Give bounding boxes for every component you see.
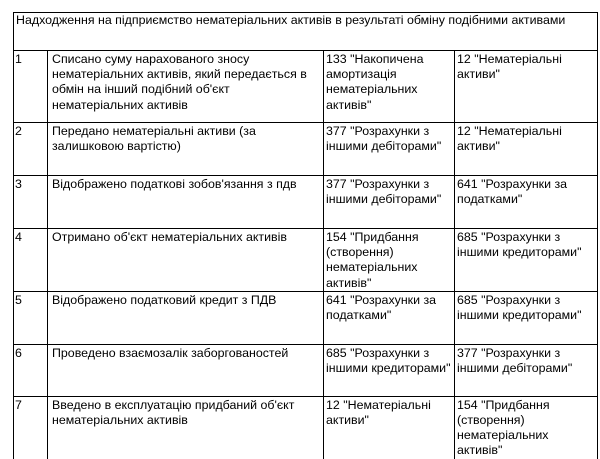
table-row [14, 51, 598, 123]
operation-cell: Проведено взаємозалік заборгованостей [48, 344, 324, 396]
debit-cell: 12 "Нематеріальні активи" [324, 396, 455, 458]
table-row [14, 291, 598, 344]
debit-cell: 154 "Придбання (створення) нематеріальних активів" [324, 229, 455, 292]
debit-cell: 377 "Розрахунки з іншими дебіторами" [324, 123, 455, 176]
operation-cell: Відображено податкові зобов'язання з пдв [48, 176, 324, 229]
row-number: 2 [14, 123, 48, 176]
operation-cell: Відображено податковий кредит з ПДВ [48, 291, 324, 344]
operation-cell: Списано суму нарахованого зносу нематеріальних активів, який передається в обмін на інший подібний об'єкт нематеріальних активів [48, 51, 324, 123]
debit-cell: 685 "Розрахунки з іншими кредиторами" [324, 344, 455, 396]
credit-cell: 154 "Придбання (створення) нематеріальних активів" [455, 396, 598, 458]
row-number: 6 [14, 344, 48, 396]
operation-cell: Введено в експлуатацію придбаний об'єкт нематеріальних активів [48, 396, 324, 458]
credit-cell: 12 "Нематеріальні активи" [455, 123, 598, 176]
debit-cell: 641 "Розрахунки за податками" [324, 291, 455, 344]
row-number: 4 [14, 229, 48, 292]
row-number: 7 [14, 396, 48, 458]
operation-cell: Передано нематеріальні активи (за залишковою вартістю) [48, 123, 324, 176]
credit-cell: 12 "Нематеріальні активи" [455, 51, 598, 123]
credit-cell: 685 "Розрахунки з іншими кредиторами" [455, 291, 598, 344]
row-number: 3 [14, 176, 48, 229]
table-title: Надходження на підприємство нематеріальних активів в результаті обміну подібними активами [14, 13, 598, 51]
table-title-row [14, 13, 598, 51]
credit-cell: 377 "Розрахунки з іншими дебіторами" [455, 344, 598, 396]
debit-cell: 377 "Розрахунки з іншими дебіторами" [324, 176, 455, 229]
operation-cell: Отримано об'єкт нематеріальних активів [48, 229, 324, 292]
table-row [14, 123, 598, 176]
table-row [14, 176, 598, 229]
credit-cell: 685 "Розрахунки з іншими кредиторами" [455, 229, 598, 292]
debit-cell: 133 "Накопичена амортизація нематеріальних активів" [324, 51, 455, 123]
row-number: 1 [14, 51, 48, 123]
accounting-entries-table [13, 12, 598, 459]
table-row [14, 396, 598, 458]
table-row [14, 344, 598, 396]
table-row [14, 229, 598, 292]
credit-cell: 641 "Розрахунки за податками" [455, 176, 598, 229]
row-number: 5 [14, 291, 48, 344]
